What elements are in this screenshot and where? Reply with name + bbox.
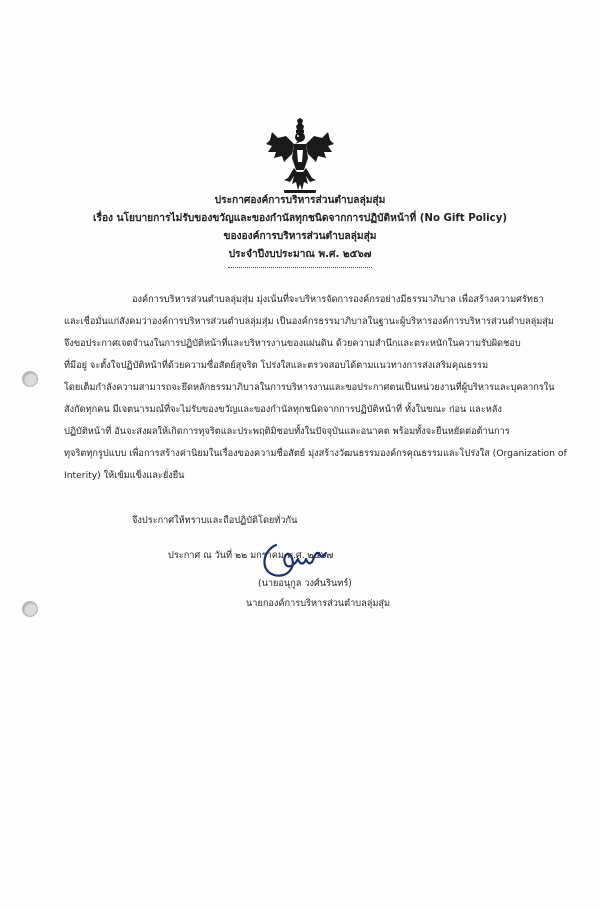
body-line: โดยเต็มกำลังความสามารถจะยึดหลักธรรมาภิบาลในการบริหารงานและขอประกาศตนเป็นหน่วยงานที่ผู้บริหารและบุคลากรใน bbox=[64, 382, 555, 393]
announcement-title: ประกาศองค์การบริหารส่วนตำบลลุ่มสุ่ม bbox=[214, 195, 386, 206]
announcement-fiscal-year: ประจำปีงบประมาณ พ.ศ. ๒๕๖๗ bbox=[228, 249, 372, 260]
body-line: สังกัดทุกคน มีเจตนารมณ์ที่จะไม่รับของขวัญและของกำนัลทุกชนิดจากการปฏิบัติหน้าที่ ทั้งในขณะ ก่อน และหลัง bbox=[64, 404, 502, 415]
signer-name: (นายอนุกูล วงศ์นรินทร์) bbox=[258, 578, 352, 589]
body-line: ทุจริตทุกรูปแบบ เพื่อการสร้างค่านิยมในเรื่องของความซื่อสัตย์ มุ่งสร้างวัฒนธรรมองค์กรคุณธรรมและโปร่งใส (Organization of bbox=[64, 448, 567, 459]
announcement-organization: ขององค์การบริหารส่วนตำบลลุ่มสุ่ม bbox=[223, 231, 377, 242]
garuda-emblem-icon bbox=[264, 118, 336, 194]
body-line: องค์การบริหารส่วนตำบลลุ่มสุ่ม มุ่งเน้นที่จะบริหารจัดการองค์กรอย่างมีธรรมาภิบาล เพื่อสร้างความศรัทธา bbox=[132, 294, 544, 305]
punch-hole-icon bbox=[22, 371, 38, 387]
signer-title: นายกองค์การบริหารส่วนตำบลลุ่มสุ่ม bbox=[246, 598, 391, 609]
body-line: Interity) ให้เข้มแข็งและยั่งยืน bbox=[64, 470, 185, 481]
title-divider bbox=[228, 267, 372, 268]
body-line: ปฏิบัติหน้าที่ อันจะส่งผลให้เกิดการทุจริตและประพฤติมิชอบทั้งในปัจจุบันและอนาคต พร้อมทั้งจะยืนหยัดต่อต้านการ bbox=[64, 426, 510, 437]
body-line: จึงขอประกาศเจตจำนงในการปฏิบัติหน้าที่และบริหารงานของแผ่นดิน ด้วยความสำนึกและตระหนักในความรับผิดชอบ bbox=[64, 338, 521, 349]
punch-hole-icon bbox=[22, 601, 38, 617]
announcement-subject: เรื่อง นโยบายการไม่รับของขวัญและของกำนัลทุกชนิดจากการปฏิบัติหน้าที่ (No Gift Policy) bbox=[92, 213, 507, 224]
closing-statement: จึงประกาศให้ทราบและถือปฏิบัติโดยทั่วกัน bbox=[132, 515, 298, 526]
announcement-date: ประกาศ ณ วันที่ ๒๒ มกราคม พ.ศ. ๒๕๖๗ bbox=[168, 550, 334, 561]
body-line: และเชื่อมั่นแก่สังคมว่าองค์การบริหารส่วนตำบลลุ่มสุ่ม เป็นองค์กรธรรมาภิบาลในฐานะผู้บริหารองค์การบริหารส่วนตำบลลุ่มสุ่ม bbox=[64, 316, 554, 327]
body-line: ที่มีอยู่ จะตั้งใจปฏิบัติหน้าที่ด้วยความซื่อสัตย์สุจริต โปร่งใสและตรวจสอบได้ตามแนวทางการส่งเสริมคุณธรรม bbox=[64, 360, 489, 371]
